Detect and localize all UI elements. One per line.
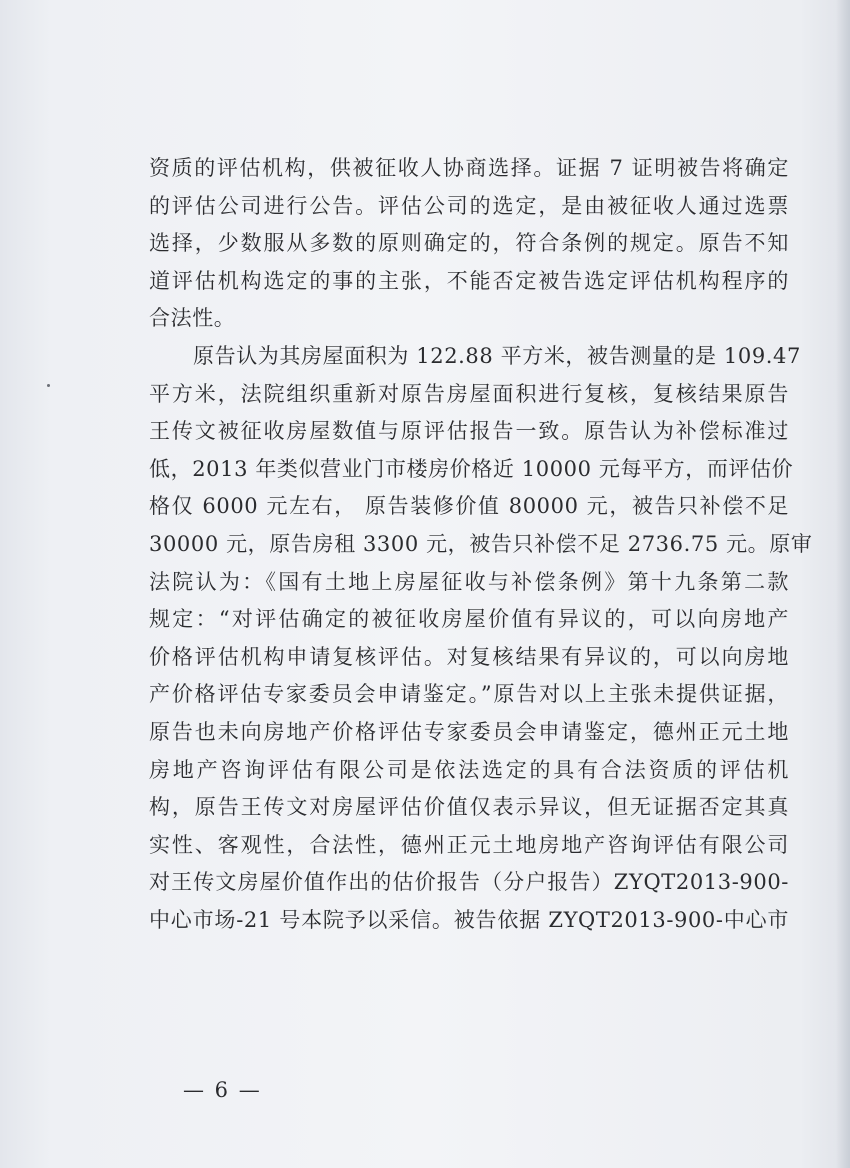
text-line: 30000 元，原告房租 3300 元，被告只补偿不足 2736.75 元。原审	[149, 531, 813, 556]
text-line: 合法性。	[149, 306, 236, 331]
text-line: 规定：“对评估确定的被征收房屋价值有异议的，可以向房地产	[149, 607, 789, 632]
text-line: 实性、客观性，合法性，德州正元土地房地产咨询评估有限公司	[149, 832, 789, 857]
text-line: 房地产咨询评估有限公司是依法选定的具有合法资质的评估机	[149, 757, 789, 782]
scan-speck	[47, 384, 50, 387]
paragraph-first-line: 原告认为其房屋面积为 122.88 平方米，被告测量的是 109.47	[193, 343, 801, 368]
text-line: 法院认为：《国有土地上房屋征收与补偿条例》第十九条第二款	[149, 569, 789, 594]
page-number: — 6 —	[183, 1078, 262, 1102]
page-edge-shadow	[836, 0, 850, 1168]
text-line: 对王传文房屋价值作出的估价报告（分户报告）ZYQT2013-900-	[149, 870, 789, 895]
text-line: 选择，少数服从多数的原则确定的，符合条例的规定。原告不知	[149, 231, 789, 256]
text-line: 的评估公司进行公告。评估公司的选定，是由被征收人通过选票	[149, 193, 789, 218]
text-line: 中心市场-21 号本院予以采信。被告依据 ZYQT2013-900-中心市	[149, 907, 789, 932]
text-line: 平方米，法院组织重新对原告房屋面积进行复核，复核结果原告	[149, 381, 789, 406]
text-line: 格仅 6000 元左右， 原告装修价值 80000 元，被告只补偿不足	[149, 494, 789, 519]
text-line: 构，原告王传文对房屋评估价值仅表示异议，但无证据否定其真	[149, 795, 789, 820]
text-line: 价格评估机构申请复核评估。对复核结果有异议的，可以向房地	[149, 644, 789, 669]
text-line: 产价格评估专家委员会申请鉴定。”原告对以上主张未提供证据，	[149, 682, 789, 707]
text-line: 王传文被征收房屋数值与原评估报告一致。原告认为补偿标准过	[149, 419, 789, 444]
text-line: 道评估机构选定的事的主张，不能否定被告选定评估机构程序的	[149, 268, 789, 293]
text-line: 原告也未向房地产价格评估专家委员会申请鉴定，德州正元土地	[149, 719, 789, 744]
text-line: 资质的评估机构，供被征收人协商选择。证据 7 证明被告将确定	[149, 156, 789, 180]
document-body	[149, 150, 813, 939]
text-line: 低，2013 年类似营业门市楼房价格近 10000 元每平方，而评估价	[149, 456, 794, 481]
